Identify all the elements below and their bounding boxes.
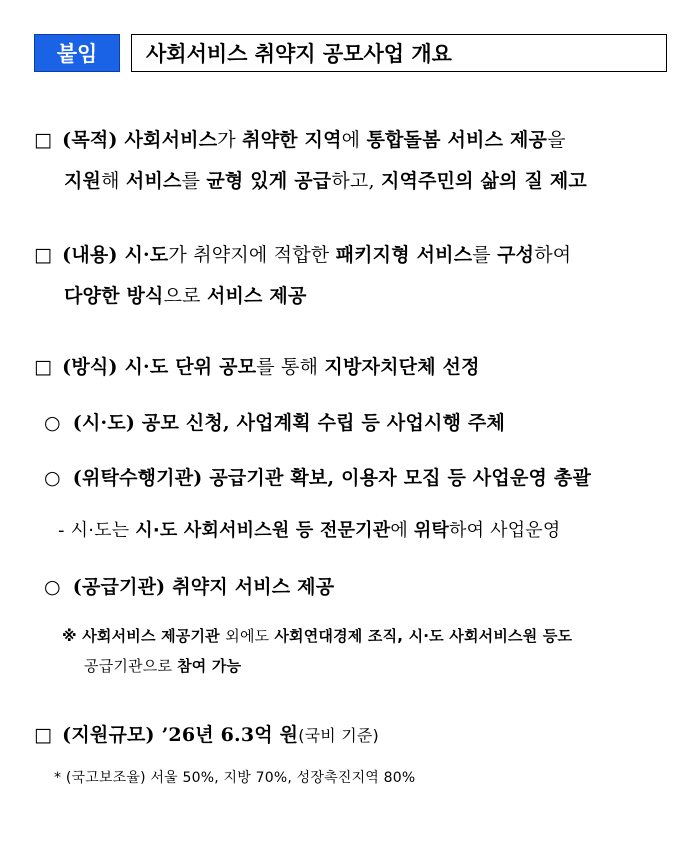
budget-amount: ’26년 6.3억 원 bbox=[161, 724, 299, 746]
purpose-text: 해 bbox=[101, 170, 126, 192]
content-label: (내용) bbox=[62, 244, 118, 266]
item-label: (시·도) bbox=[72, 412, 136, 434]
item-label: (공급기관) bbox=[72, 576, 166, 598]
content-text: 으로 bbox=[163, 285, 207, 307]
content-text: 다양한 방식 bbox=[64, 285, 164, 307]
content-text: 하여 bbox=[534, 244, 572, 266]
sub-text: 위탁 bbox=[413, 520, 450, 541]
page-title: 사회서비스 취약지 공모사업 개요 bbox=[131, 34, 667, 72]
circle-bullet-icon: ○ bbox=[44, 467, 61, 489]
purpose-line-2 bbox=[64, 166, 587, 193]
content-text: 서비스 제공 bbox=[206, 285, 307, 307]
content-text: 시·도 bbox=[124, 244, 169, 266]
circle-bullet-icon: ○ bbox=[44, 576, 61, 598]
item-text: 취약지 서비스 제공 bbox=[172, 576, 335, 598]
note-text: 외에도 bbox=[225, 627, 275, 645]
note-text: 참여 가능 bbox=[177, 657, 242, 675]
sub-text: 하여 사업운영 bbox=[449, 520, 561, 541]
budget-basis: (국비 기준) bbox=[298, 726, 379, 745]
method-item-supplier bbox=[44, 572, 334, 599]
method-line bbox=[34, 352, 480, 379]
square-bullet-icon: □ bbox=[34, 129, 53, 151]
method-label: (방식) bbox=[62, 356, 118, 378]
content-text: 가 취약지에 적합한 bbox=[168, 244, 336, 266]
budget-note: * (국고보조율) 서울 50%, 지방 70%, 성장촉진지역 80% bbox=[54, 770, 416, 786]
budget-line bbox=[34, 720, 379, 747]
budget-label: (지원규모) bbox=[62, 724, 155, 746]
reference-note-line-1 bbox=[62, 625, 572, 646]
purpose-label: (목적) bbox=[62, 129, 118, 151]
square-bullet-icon: □ bbox=[34, 356, 53, 378]
sub-text: - 시·도는 bbox=[58, 520, 136, 541]
purpose-text: 균형 있게 공급 bbox=[206, 170, 332, 192]
square-bullet-icon: □ bbox=[34, 244, 53, 266]
purpose-text: 사회서비스 bbox=[124, 129, 218, 151]
note-text: 사회연대경제 조직, 시·도 사회서비스원 등도 bbox=[274, 627, 573, 645]
content-text: 패키지형 서비스 bbox=[335, 244, 473, 266]
method-text: 시·도 단위 공모 bbox=[124, 356, 257, 378]
purpose-line-1 bbox=[34, 125, 566, 152]
content-text: 를 bbox=[472, 244, 498, 266]
square-bullet-icon: □ bbox=[34, 724, 53, 746]
purpose-text: 하고, bbox=[331, 170, 381, 192]
reference-note-line-2 bbox=[84, 655, 241, 676]
item-text: 공모 신청, 사업계획 수립 등 사업시행 주체 bbox=[141, 412, 506, 434]
content-line-2 bbox=[64, 281, 307, 308]
purpose-text: 취약한 지역 bbox=[242, 129, 342, 151]
note-text: ※ 사회서비스 제공기관 bbox=[62, 627, 226, 645]
method-item-sido bbox=[44, 408, 505, 435]
sub-text: 에 bbox=[390, 520, 414, 541]
purpose-text: 을 bbox=[547, 129, 566, 151]
method-text: 를 통해 bbox=[256, 356, 325, 378]
purpose-text: 가 bbox=[217, 129, 243, 151]
method-text: 지방자치단체 선정 bbox=[324, 356, 480, 378]
purpose-text: 를 bbox=[181, 170, 207, 192]
circle-bullet-icon: ○ bbox=[44, 412, 61, 434]
item-label: (위탁수행기관) bbox=[72, 467, 203, 489]
attachment-tag: 붙임 bbox=[34, 34, 120, 72]
purpose-text: 서비스 bbox=[125, 170, 182, 192]
purpose-text: 에 bbox=[341, 129, 367, 151]
method-sub-note bbox=[58, 516, 560, 542]
content-text: 구성 bbox=[497, 244, 535, 266]
purpose-text: 통합돌봄 서비스 제공 bbox=[366, 129, 548, 151]
note-text: 공급기관으로 bbox=[84, 657, 178, 675]
content-line-1 bbox=[34, 240, 571, 267]
method-item-agency bbox=[44, 463, 591, 490]
sub-text: 시·도 사회서비스원 등 전문기관 bbox=[135, 520, 391, 541]
purpose-text: 지역주민의 삶의 질 제고 bbox=[380, 170, 587, 192]
item-text: 공급기관 확보, 이용자 모집 등 사업운영 총괄 bbox=[209, 467, 592, 489]
purpose-text: 지원 bbox=[64, 170, 102, 192]
